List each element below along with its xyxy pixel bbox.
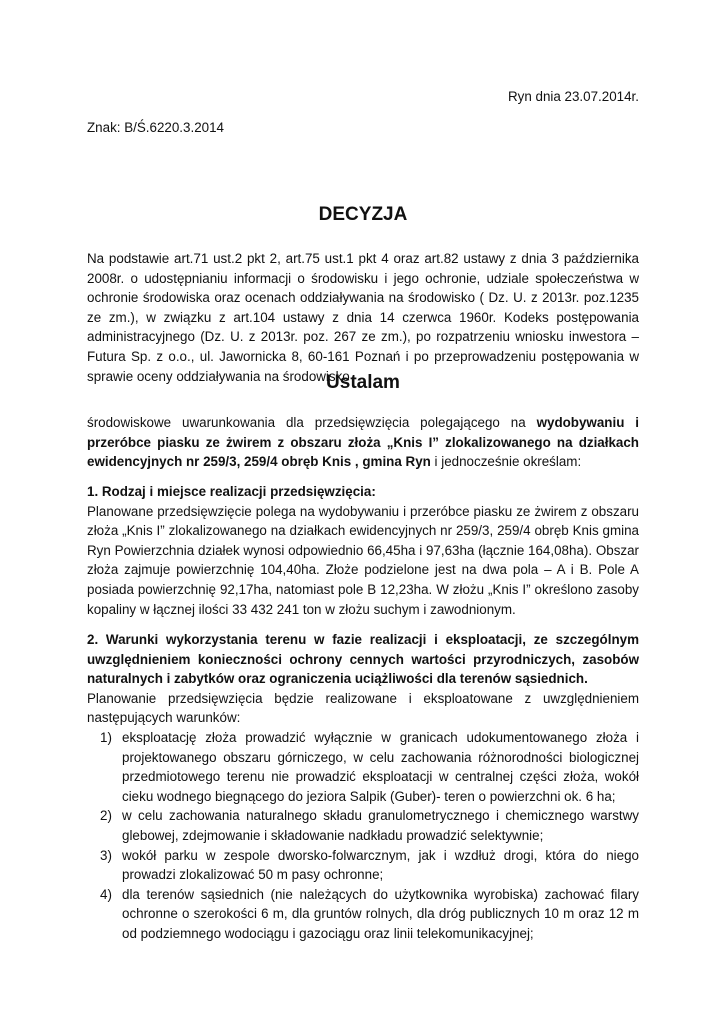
section-2-intro: Planowanie przedsięwzięcia będzie realizowane i eksploatowane z uwzględnieniem następujących warunków: <box>87 690 639 726</box>
legal-basis-paragraph: Na podstawie art.71 ust.2 pkt 2, art.75 ust.1 pkt 4 oraz art.82 ustawy z dnia 3 października 2008r. o udostępnianiu informacji o środowisku i jego ochronie, udziale społeczeństwa w ochronie środowiska oraz ocenach oddziaływania na środowisko ( Dz. U. z 2013r. poz.1235 ze zm.), w związku z art.104 ustawy z dnia 14 czerwca 1960r. Kodeks postępowania administracyjnego (Dz. U. z 2013r. poz. 267 ze zm.), po rozpatrzeniu wniosku inwestora – Futura Sp. z o.o., ul. Jawornicka 8, 60-161 Poznań i po przeprowadzeniu postępowania w sprawie oceny oddziaływania na środowisko <box>87 251 639 384</box>
section-1 <box>87 482 639 619</box>
list-item <box>87 728 639 806</box>
section-1-body: Planowane przedsięwzięcie polega na wydobywaniu i przeróbce piasku ze żwirem z obszaru złoża „Knis I” zlokalizowanego na działkach ewidencyjnych nr 259/3, 259/4 obręb Knis gmina Ryn Powierzchnia działek wynosi odpowiednio 66,45ha i 97,63ha (łącznie 164,08ha). Obszar złoża zajmuje powierzchnię 104,40ha. Złoże podzielone jest na dwa pola – A i B. Pole A posiada powierzchnię 92,17ha, natomiast pole B 12,23ha. W złożu „Knis I” określono zasoby kopaliny w łącznej ilości 33 432 241 ton w złożu suchym i zawodnionym. <box>87 503 639 617</box>
list-item <box>87 846 639 885</box>
ruling-heading: Ustalam <box>326 372 400 393</box>
project-description: wydobywaniu i przeróbce piasku ze żwirem z obszaru złoża „Knis I” zlokalizowanego na działkach ewidencyjnych nr 259/3, 259/4 obręb Knis , gmina Ryn <box>87 415 640 470</box>
environmental-conditions-paragraph <box>87 413 639 472</box>
section-2 <box>87 630 639 944</box>
list-item-text: wokół parku w zespole dworsko-folwarcznym, jak i wzdłuż drogi, która do niego prowadzi zlokalizować 50 m pasy ochronne; <box>122 847 639 883</box>
section-2-heading: 2. Warunki wykorzystania terenu w fazie realizacji i eksploatacji, ze szczególnym uwzględnieniem konieczności ochrony cennych wartości przyrodniczych, zasobów naturalnych i zabytków oraz ograniczenia uciążliwości dla terenów sąsiednich. <box>87 632 639 687</box>
list-item-text: dla terenów sąsiednich (nie należących do użytkownika wyrobiska) zachować filary ochronne o szerokości 6 m, dla gruntów rolnych, dla dróg publicznych 10 m oraz 12 m od podziemnego wodociągu i gazociągu oraz linii telekomunikacyjnej; <box>122 886 639 941</box>
list-item-number: 3) <box>100 847 112 863</box>
list-item-text: w celu zachowania naturalnego składu granulometrycznego i chemicznego warstwy glebowej, zdejmowanie i składowanie nadkładu prowadzić selektywnie; <box>122 808 639 843</box>
env-prefix: środowiskowe uwarunkowania dla przedsięwzięcia polegającego na <box>87 415 537 430</box>
list-item-number: 2) <box>100 808 112 824</box>
list-item-number: 4) <box>100 886 112 902</box>
document-title: DECYZJA <box>318 204 408 225</box>
list-item <box>87 885 639 944</box>
env-suffix: i jednocześnie określam: <box>430 454 582 470</box>
conditions-list <box>87 728 639 944</box>
reference-number: Znak: B/Ś.6220.3.2014 <box>87 120 224 135</box>
date-line: Ryn dnia 23.07.2014r. <box>507 89 639 104</box>
list-item <box>87 806 639 845</box>
list-item-text: eksploatację złoża prowadzić wyłącznie w granicach udokumentowanego złoża i projektowanego obszaru górniczego, w celu zachowania różnorodności biologicznej przedmiotowego terenu nie prowadzić eksploatacji w centralnej części złoża, wokół cieku wodnego biegnącego do jeziora Salpik (Guber)- teren o powierzchni ok. 6 ha; <box>122 729 639 804</box>
list-item-number: 1) <box>100 729 112 745</box>
section-1-heading: 1. Rodzaj i miejsce realizacji przedsięwzięcia: <box>87 484 376 499</box>
